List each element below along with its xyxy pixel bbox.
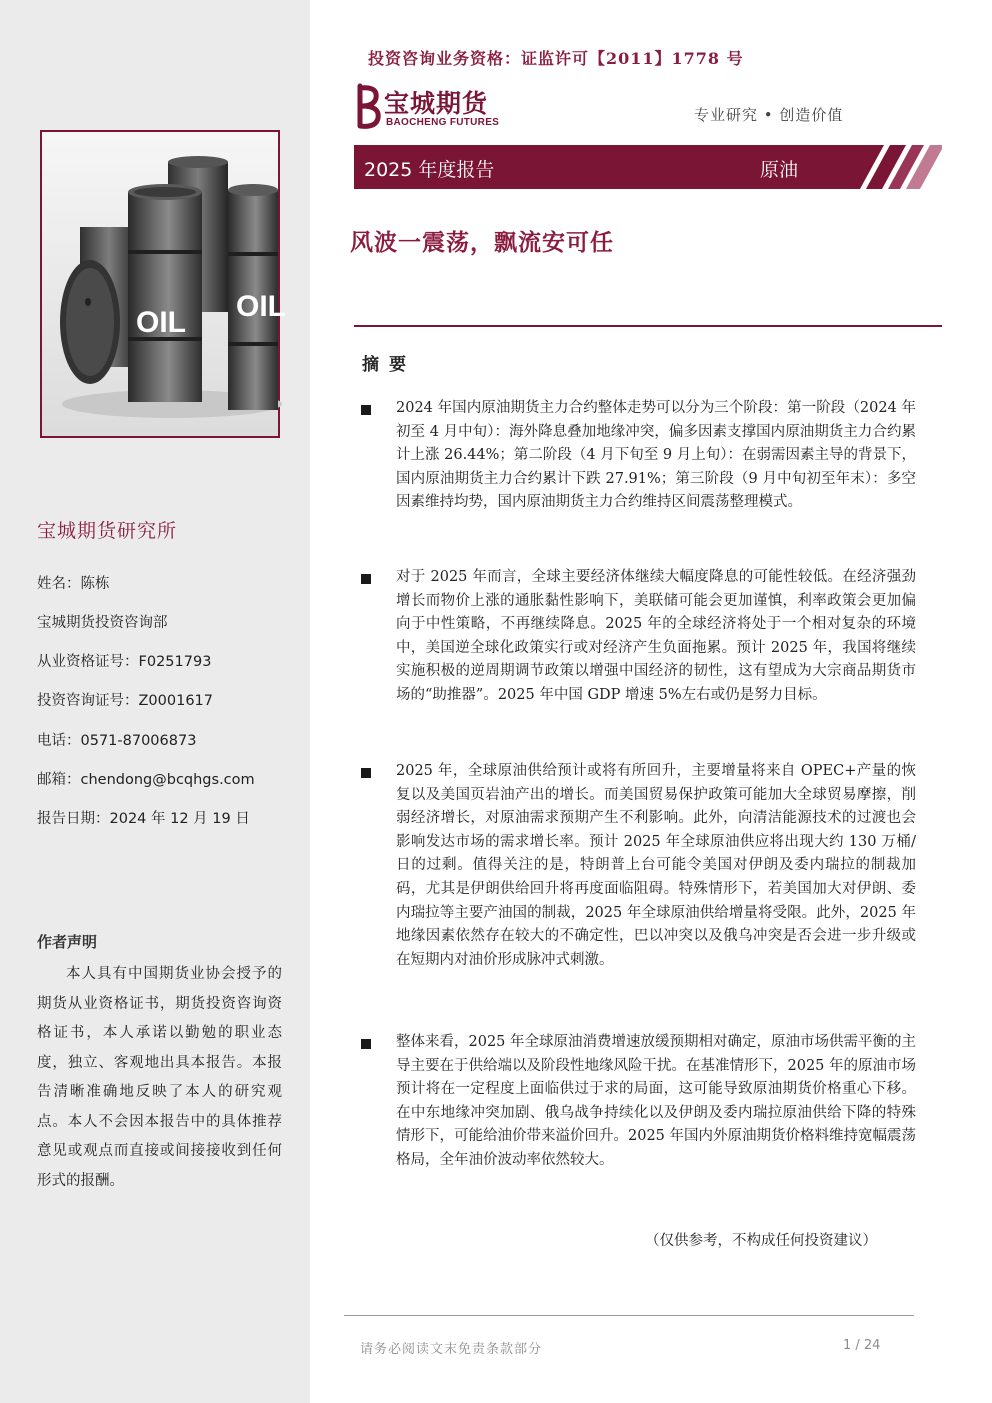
advisory-number: 投资咨询证号：Z0001617 xyxy=(37,693,214,709)
slogan: 专业研究 • 创造价值 xyxy=(694,106,844,124)
bullet-icon xyxy=(361,768,371,778)
analyst-name: 姓名：陈栋 xyxy=(37,576,110,592)
barrel-label-2: OIL xyxy=(236,290,286,323)
qualification-number: 从业资格证号：F0251793 xyxy=(37,654,212,670)
declaration-body: 本人具有中国期货业协会授予的期货从业资格证书，期货投资咨询资格证书，本人承诺以勤勉的职业态度，独立、客观地出具本报告。本报告清晰准确地反映了本人的研究观点。本人不会因本报告中的具体推荐意见或观点而直接或间接接收到任何形式的报酬。 xyxy=(37,966,282,1189)
bullet-icon xyxy=(361,405,371,415)
bullet-icon xyxy=(361,1039,371,1049)
barrel-label-1: OIL xyxy=(136,306,186,339)
oil-barrels-image xyxy=(40,130,286,438)
report-title: 风波一震荡，飘流安可任 xyxy=(350,230,614,256)
department: 宝城期货投资咨询部 xyxy=(37,615,168,631)
logo-text-en: BAOCHENG FUTURES xyxy=(386,117,500,128)
qualification-line: 投资咨询业务资格：证监许可【2011】1778 号 xyxy=(368,49,744,68)
summary-heading: 摘要 xyxy=(362,355,416,375)
footer-disclaimer: 请务必阅读文末免责条款部分 xyxy=(360,1342,543,1357)
title-divider xyxy=(354,325,942,327)
summary-paragraph-1: 2024 年国内原油期货主力合约整体走势可以分为三个阶段：第一阶段（2024 年初至 4 月中旬）：海外降息叠加地缘冲突，偏多因素支撑国内原油期货主力合约累计上涨 26.44%；第二阶段（4 月下旬至 9 月上旬）：在弱需因素主导的背景下，国内原油期货主力合约累计下跌 27.91%；第三阶段（9 月中旬初至年末）：多空因素维持均势，国内原油期货主力合约维持区间震荡整理模式。 xyxy=(396,400,916,511)
page-number: 1 / 24 xyxy=(843,1338,881,1353)
report-category: 原油 xyxy=(760,159,799,181)
company-logo xyxy=(354,84,524,130)
phone: 电话：0571-87006873 xyxy=(37,733,197,749)
declaration-title: 作者声明 xyxy=(37,933,98,951)
logo-mark-icon xyxy=(354,84,384,130)
logo-text-cn: 宝城期货 xyxy=(384,89,489,118)
report-date: 报告日期：2024 年 12 月 19 日 xyxy=(37,811,250,827)
oil-barrels-graphic xyxy=(42,132,286,436)
report-type: 2025 年度报告 xyxy=(364,159,495,181)
summary-paragraph-4: 整体来看，2025 年全球原油消费增速放缓预期相对确定，原油市场供需平衡的主导主要在于供给端以及阶段性地缘风险干扰。在基准情形下，2025 年的原油市场预计将在一定程度上面临供过于求的局面，这可能导致原油期货价格重心下移。在中东地缘冲突加剧、俄乌战争持续化以及伊朗及委内瑞拉原油供给下降的特殊情形下，可能给油价带来溢价回升。2025 年国内外原油期货价格料维持宽幅震荡格局，全年油价波动率依然较大。 xyxy=(396,1034,917,1168)
email: 邮箱：chendong@bcqhgs.com xyxy=(37,772,255,788)
report-banner xyxy=(354,145,942,189)
institute-name: 宝城期货研究所 xyxy=(37,520,178,542)
summary-paragraph-2: 对于 2025 年而言，全球主要经济体继续大幅度降息的可能性较低。在经济强劲增长而物价上涨的通胀黏性影响下，美联储可能会更加谨慎，利率政策会更加偏向于中性策略，不再继续降息。2025 年的全球经济将处于一个相对复杂的环境中，美国逆全球化政策实行或对经济产生负面拖累。预计 2025 年，我国将继续实施积极的逆周期调节政策以增强中国经济的韧性，这有望成为大宗商品期货市场的“助推器”。2025 年中国 GDP 增速 5%左右或仍是努力目标。 xyxy=(396,569,916,703)
footer-divider xyxy=(344,1315,914,1316)
disclaimer-note: （仅供参考，不构成任何投资建议） xyxy=(645,1233,877,1249)
summary-paragraph-3: 2025 年，全球原油供给预计或将有所回升，主要增量将来自 OPEC+产量的恢复以及美国页岩油产出的增长。而美国贸易保护政策可能加大全球贸易摩擦，削弱经济增长，对原油需求预期产生不利影响。此外，向清洁能源技术的过渡也会影响发达市场的需求增长率。预计 2025 年全球原油供应将出现大约 130 万桶/日的过剩。值得关注的是，特朗普上台可能令美国对伊朗及委内瑞拉的制裁加码，尤其是伊朗供给回升将再度面临阻碍。特殊情形下，若美国加大对伊朗、委内瑞拉等主要产油国的制裁，2025 年全球原油供给增量将受限。此外，2025 年地缘因素依然存在较大的不确定性，巴以冲突以及俄乌冲突是否会进一步升级或在短期内对油价形成脉冲式刺激。 xyxy=(396,763,916,968)
bullet-icon xyxy=(361,574,371,584)
